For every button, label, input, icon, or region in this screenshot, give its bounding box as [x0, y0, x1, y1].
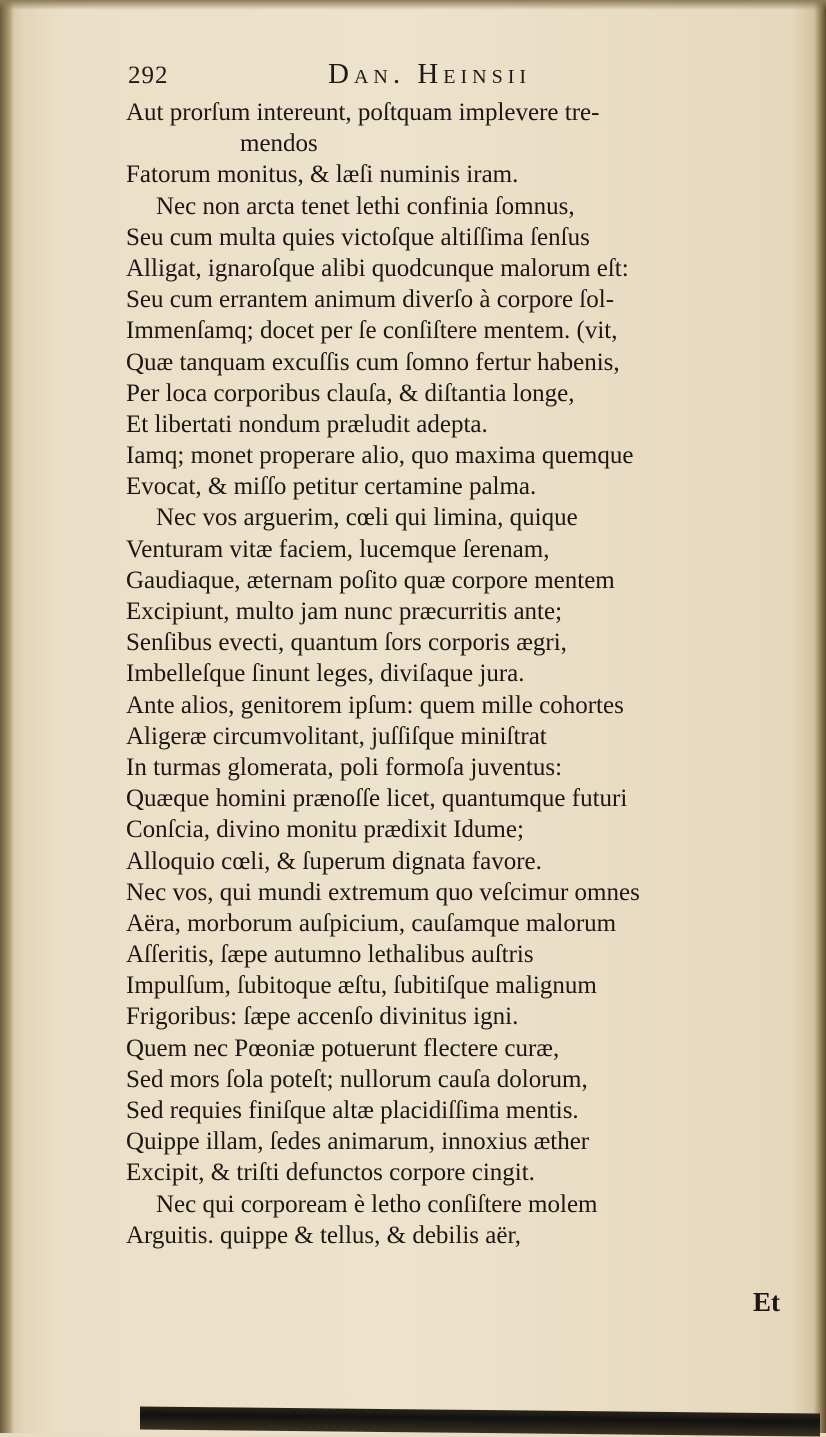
- verse-line: Gaudiaque, æternam poſito quæ corpore mentem: [126, 566, 615, 594]
- verse-line: Ante alios, genitorem ipſum: quem mille cohortes: [126, 691, 624, 719]
- verse-line: Quæ tanquam excuſſis cum ſomno fertur habenis,: [126, 348, 620, 376]
- verse-line: mendos: [240, 130, 318, 158]
- verse-line: Excipiunt, multo jam nunc præcurritis ante;: [126, 598, 563, 625]
- verse-line: Per loca corporibus clauſa, & diſtantia longe,: [126, 379, 575, 407]
- verse-line: Conſcia, divino monitu prædixit Idume;: [126, 816, 524, 844]
- verse-line: Nec vos, qui mundi extremum quo veſcimur omnes: [126, 878, 640, 906]
- verse-line: Frigoribus: ſæpe accenſo divinitus igni.: [126, 1003, 519, 1031]
- verse-line: Venturam vitæ faciem, lucemque ſerenam,: [126, 535, 550, 563]
- page-edge-shadow: [814, 0, 826, 1433]
- scan-bottom-edge: [140, 1406, 820, 1436]
- verse-line: Quem nec Pœoniæ potuerunt flectere curæ,: [126, 1034, 560, 1062]
- verse-line: Nec non arcta tenet lethi confinia ſomnus,: [156, 192, 575, 220]
- verse-line: Alligat, ignaroſque alibi quodcunque malorum eſt:: [126, 254, 629, 282]
- verse-line: Immenſamq; docet per ſe conſiſtere mentem. (vit,: [126, 317, 618, 345]
- verse-line: Nec qui corpoream è letho conſiſtere molem: [156, 1190, 598, 1218]
- verse-line: Seu cum multa quies victoſque altiſſima ſenſus: [126, 223, 590, 251]
- page-number: 292: [128, 62, 169, 89]
- verse-line: Evocat, & miſſo petitur certamine palma.: [126, 473, 537, 501]
- verse-line: Impulſum, ſubitoque æſtu, ſubitiſque malignum: [126, 972, 597, 1000]
- verse-line: Aligeræ circumvolitant, juſſiſque miniſtrat: [126, 722, 547, 750]
- verse-line: Aſſeritis, ſæpe autumno lethalibus auſtris: [126, 941, 534, 969]
- verse-line: Aëra, morborum auſpicium, cauſamque malorum: [126, 909, 617, 937]
- verse-line: Senſibus evecti, quantum ſors corporis ægri,: [126, 629, 567, 657]
- verse-line: Iamq; monet properare alio, quo maxima quemque: [126, 442, 634, 470]
- verse-line: Sed requies finiſque altæ placidiſſima mentis.: [126, 1097, 579, 1124]
- verse-line: Sed mors ſola poteſt; nullorum cauſa dolorum,: [126, 1065, 588, 1093]
- poem-text: [126, 97, 796, 1251]
- verse-line: Aut prorſum intereunt, poſtquam implevere tre-: [126, 99, 600, 126]
- verse-line: Fatorum monitus, & læſi numinis iram.: [126, 161, 519, 189]
- verse-line: Alloquio cœli, & ſuperum dignata favore.: [126, 847, 542, 875]
- verse-line: Quippe illam, ſedes animarum, innoxius æther: [126, 1128, 590, 1156]
- verse-line: Quæque homini prænoſſe licet, quantumque futuri: [126, 785, 628, 813]
- catchword: Et: [753, 1287, 780, 1317]
- running-head: Dan. Heinsii: [328, 58, 532, 90]
- page-gutter-shadow: [0, 0, 14, 1433]
- verse-line: Excipit, & triſti defunctos corpore cingit.: [126, 1159, 535, 1187]
- verse-line: Imbelleſque ſinunt leges, diviſaque jura.: [126, 660, 525, 688]
- top-edge-shadow: [0, 0, 826, 10]
- page-header: [128, 58, 748, 96]
- verse-line: Arguitis. quippe & tellus, & debilis aër,: [126, 1221, 522, 1249]
- verse-line: Seu cum errantem animum diverſo à corpore ſol-: [126, 286, 615, 314]
- verse-line: Nec vos arguerim, cœli qui limina, quique: [156, 504, 578, 532]
- verse-line: Et libertati nondum præludit adepta.: [126, 410, 488, 438]
- verse-line: In turmas glomerata, poli formoſa juventus:: [126, 753, 563, 781]
